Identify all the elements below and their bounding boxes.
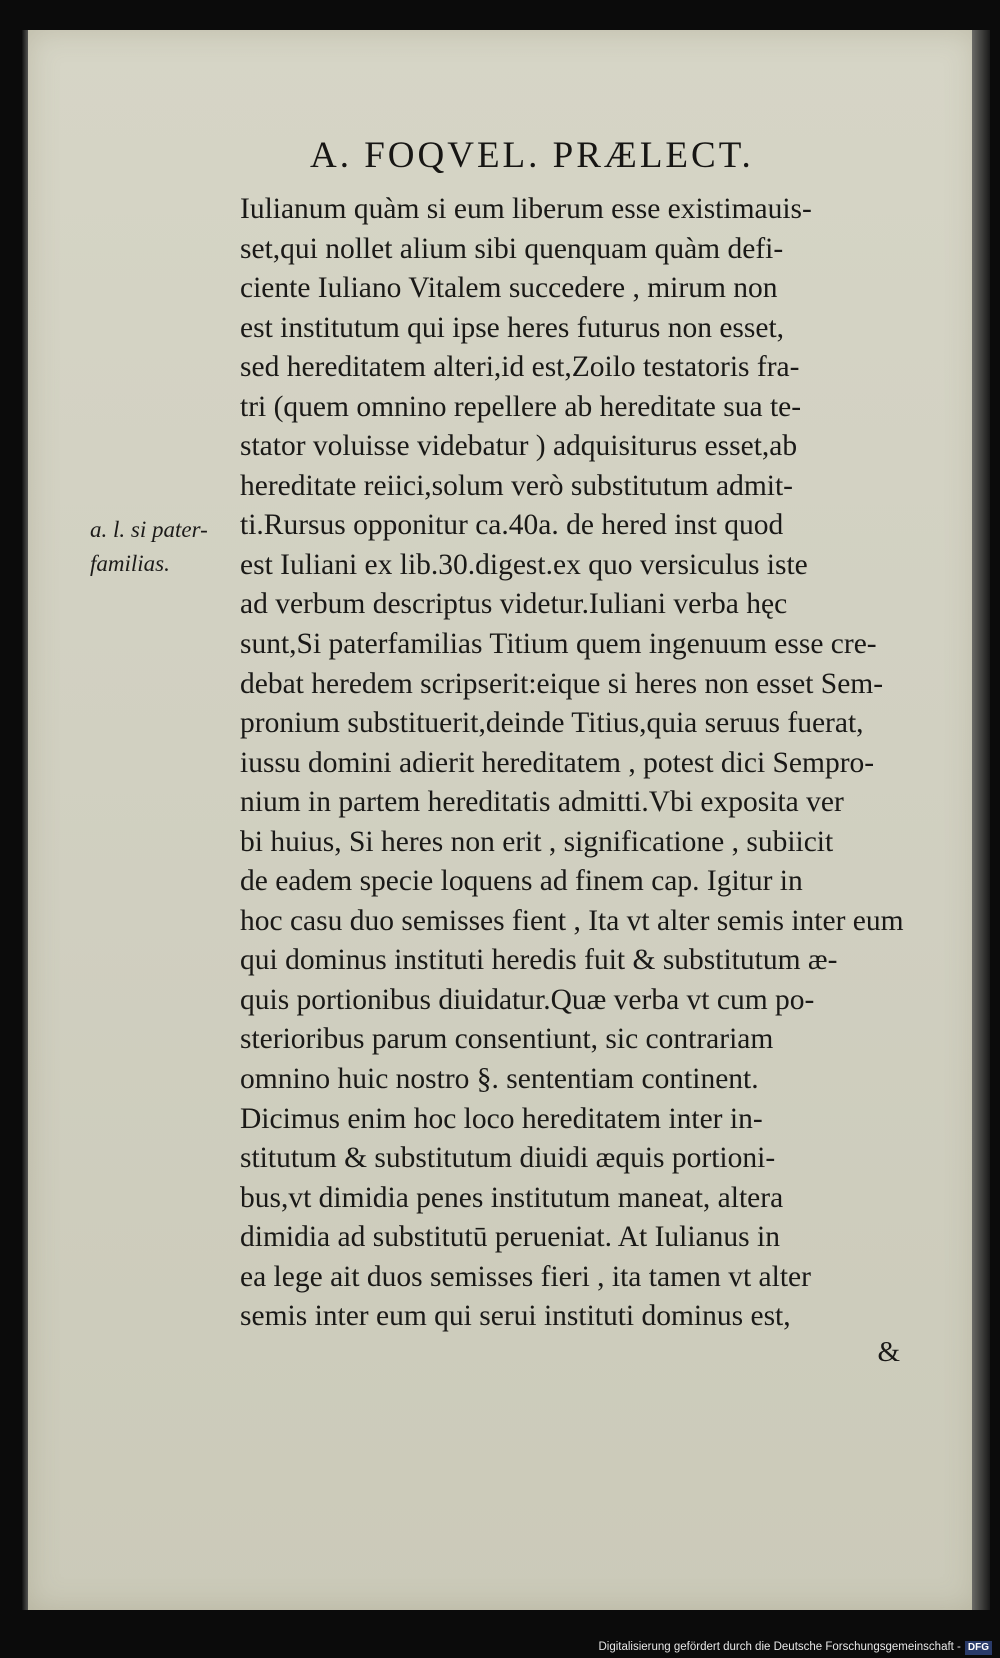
margin-note-line: familias. [90, 551, 170, 576]
text-line: stitutum & substitutum diuidi æquis portioni- [240, 1142, 776, 1175]
text-line: set,qui nollet alium sibi quenquam quàm defi- [240, 232, 784, 265]
margin-note-line: a. l. si pater- [90, 517, 208, 542]
text-line: sterioribus parum consentiunt, sic contrariam [240, 1023, 774, 1056]
text-line: bi huius, Si heres non erit , significatione , subiicit [240, 825, 834, 858]
digitization-footer [0, 1636, 1000, 1658]
text-line: bus,vt dimidia penes institutum maneat, altera [240, 1181, 784, 1214]
text-line: tri (quem omnino repellere ab hereditate sua te- [240, 390, 802, 423]
text-line: sed hereditatem alteri,id est,Zoilo testatoris fra- [240, 351, 800, 384]
text-line: ti.Rursus opponitur ca.40a. de hered inst quod [240, 509, 784, 542]
text-line: Iulianum quàm si eum liberum esse existimauis- [240, 193, 812, 225]
text-line: semis inter eum qui serui instituti dominus est, [240, 1300, 791, 1333]
running-head: A. FOQVEL. PRÆLECT. [310, 135, 754, 176]
page-edge-right [972, 30, 990, 1610]
text-line: qui dominus instituti heredis fuit & substitutum æ- [240, 944, 838, 977]
text-line: omnino huic nostro §. sententiam continent. [240, 1063, 759, 1096]
text-line: sunt,Si paterfamilias Titium quem ingenuum esse cre- [240, 628, 877, 661]
margin-note [90, 513, 240, 581]
text-line: iussu domini adierit hereditatem , potest dici Sempro- [240, 746, 875, 779]
text-line: quis portionibus diuidatur.Quæ verba vt cum po- [240, 983, 815, 1016]
text-line: debat heredem scripserit:eique si heres non esset Sem- [240, 667, 884, 700]
text-line: est Iuliani ex lib.30.digest.ex quo versiculus iste [240, 548, 808, 581]
text-line: ciente Iuliano Vitalem succedere , mirum non [240, 272, 778, 305]
body-text [240, 190, 930, 1337]
dfg-logo: DFG [965, 1641, 992, 1655]
text-line: dimidia ad substitutū perueniat. At Iulianus in [240, 1221, 780, 1254]
text-line: pronium substituerit,deinde Titius,quia seruus fuerat, [240, 707, 864, 740]
text-line: est institutum qui ipse heres futurus non esset, [240, 311, 785, 344]
text-line: de eadem specie loquens ad finem cap. Igitur in [240, 865, 803, 898]
text-line: hoc casu duo semisses fient , Ita vt alter semis inter eum [240, 904, 904, 937]
text-line: stator voluisse videbatur ) adquisiturus esset,ab [240, 430, 798, 463]
text-line: Dicimus enim hoc loco hereditatem inter in- [240, 1102, 763, 1135]
text-line: ea lege ait duos semisses fieri , ita tamen vt alter [240, 1260, 811, 1293]
text-line: hereditate reiici,solum verò substitutum admit- [240, 469, 793, 502]
text-line: nium in partem hereditatis admitti.Vbi exposita ver [240, 786, 844, 819]
footer-text: Digitalisierung gefördert durch die Deutsche Forschungsgemeinschaft - [598, 1641, 961, 1653]
text-line: ad verbum descriptus videtur.Iuliani verba hęc [240, 588, 788, 621]
catchword: & [877, 1336, 900, 1368]
